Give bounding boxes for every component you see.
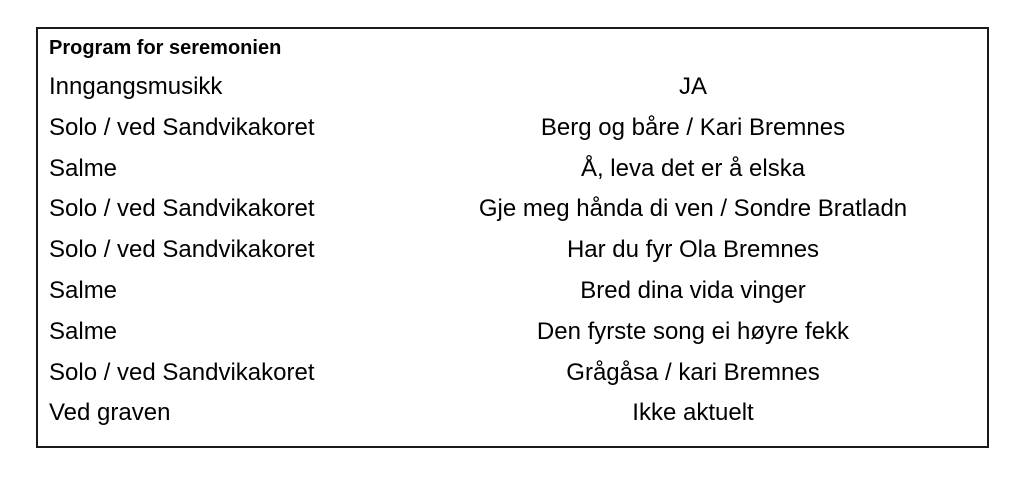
item-title: Ikke aktuelt bbox=[632, 399, 754, 427]
item-type: Solo / ved Sandvikakoret bbox=[49, 358, 315, 386]
item-type: Solo / ved Sandvikakoret bbox=[49, 195, 315, 223]
item-title: Å, leva det er å elska bbox=[580, 154, 806, 182]
program-row bbox=[49, 353, 987, 394]
item-title: Den fyrste song ei høyre fekk bbox=[536, 317, 850, 345]
program-row bbox=[49, 271, 987, 312]
program-row bbox=[49, 67, 987, 108]
item-title: Bred dina vida vinger bbox=[580, 276, 806, 304]
program-row bbox=[49, 312, 987, 353]
item-type: Solo / ved Sandvikakoret bbox=[49, 113, 315, 141]
item-type: Salme bbox=[49, 317, 118, 345]
item-type: Salme bbox=[49, 276, 118, 304]
program-row bbox=[49, 393, 987, 434]
item-title: Gje meg hånda di ven / Sondre Bratladn bbox=[478, 195, 908, 223]
item-title: Berg og båre / Kari Bremnes bbox=[540, 113, 846, 141]
item-type: Solo / ved Sandvikakoret bbox=[49, 236, 315, 264]
program-header: Program for seremonien bbox=[49, 37, 282, 59]
item-title: JA bbox=[678, 73, 707, 100]
item-type: Inngangsmusikk bbox=[49, 73, 223, 100]
item-title: Har du fyr Ola Bremnes bbox=[566, 236, 820, 264]
program-row bbox=[49, 149, 987, 190]
item-type: Ved graven bbox=[49, 399, 171, 427]
program-row bbox=[49, 108, 987, 149]
item-title: Grågåsa / kari Bremnes bbox=[566, 358, 820, 386]
program-row bbox=[49, 189, 987, 230]
program-row bbox=[49, 230, 987, 271]
item-type: Salme bbox=[49, 154, 118, 182]
ceremony-program-table bbox=[36, 27, 989, 448]
